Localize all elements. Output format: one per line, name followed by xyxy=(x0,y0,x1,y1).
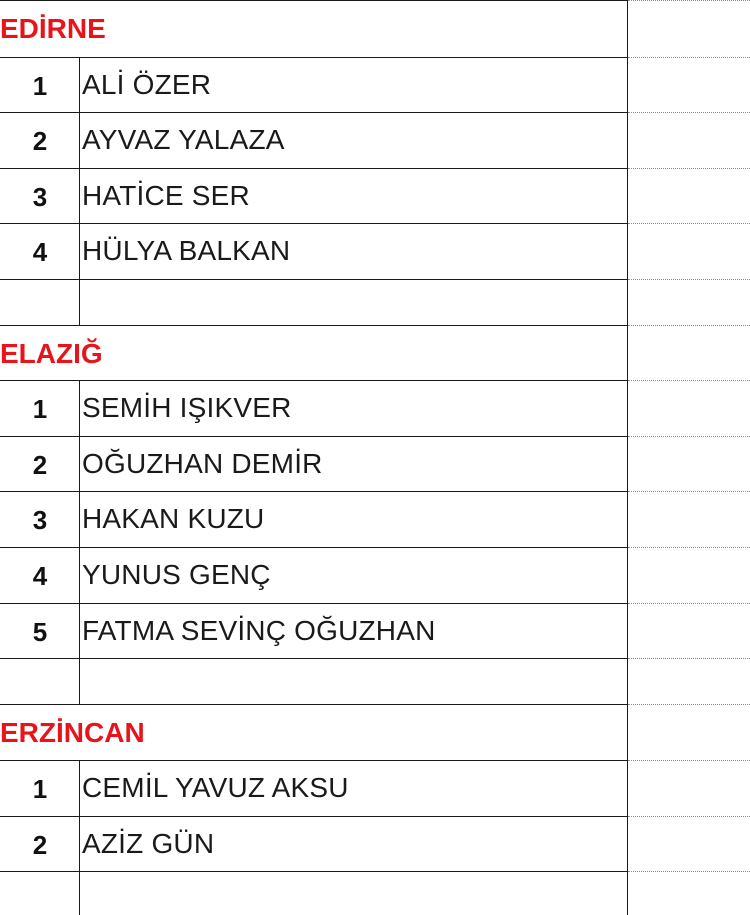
grid-line xyxy=(0,0,628,1)
grid-line-dotted xyxy=(628,57,750,58)
grid-line-dotted xyxy=(628,380,750,381)
grid-line xyxy=(0,704,628,705)
candidate-number: 5 xyxy=(32,617,48,647)
candidate-name: AZİZ GÜN xyxy=(82,828,215,859)
grid-line xyxy=(0,436,628,437)
candidate-number: 1 xyxy=(32,774,48,804)
grid-line-dotted xyxy=(628,547,750,548)
candidate-number: 2 xyxy=(32,126,48,156)
candidate-number: 2 xyxy=(32,830,48,860)
grid-line xyxy=(0,325,628,326)
grid-line-dotted xyxy=(628,325,750,326)
number-column-divider xyxy=(79,380,80,704)
candidate-name: HÜLYA BALKAN xyxy=(82,235,291,266)
grid-line xyxy=(0,223,628,224)
column-divider-right xyxy=(627,0,628,915)
grid-line-dotted xyxy=(628,816,750,817)
grid-line xyxy=(0,871,628,872)
candidate-number: 2 xyxy=(32,450,48,480)
grid-line-dotted xyxy=(628,168,750,169)
grid-line xyxy=(0,816,628,817)
province-header-erzincan: ERZİNCAN xyxy=(0,717,145,748)
grid-line-dotted xyxy=(628,491,750,492)
grid-line-dotted xyxy=(628,436,750,437)
grid-line-dotted xyxy=(628,704,750,705)
candidate-name: AYVAZ YALAZA xyxy=(82,124,285,155)
candidate-number: 1 xyxy=(32,71,48,101)
grid-line xyxy=(0,658,628,659)
grid-line xyxy=(0,380,628,381)
grid-line-dotted xyxy=(628,658,750,659)
candidate-number: 4 xyxy=(32,561,48,591)
candidate-name: HAKAN KUZU xyxy=(82,503,265,534)
candidate-name: OĞUZHAN DEMİR xyxy=(82,448,323,479)
grid-line xyxy=(0,760,628,761)
grid-line-dotted xyxy=(628,279,750,280)
grid-line xyxy=(0,168,628,169)
grid-line-dotted xyxy=(628,0,750,1)
grid-line xyxy=(0,491,628,492)
grid-line xyxy=(0,603,628,604)
candidate-name: ALİ ÖZER xyxy=(82,69,212,100)
province-header-edirne: EDİRNE xyxy=(0,13,106,44)
number-column-divider xyxy=(79,760,80,915)
candidate-number: 1 xyxy=(32,394,48,424)
number-column-divider xyxy=(79,57,80,325)
grid-line-dotted xyxy=(628,223,750,224)
candidate-name: FATMA SEVİNÇ OĞUZHAN xyxy=(82,615,436,646)
candidate-name: HATİCE SER xyxy=(82,180,250,211)
grid-line-dotted xyxy=(628,603,750,604)
grid-line-dotted xyxy=(628,112,750,113)
grid-line-dotted xyxy=(628,760,750,761)
grid-line xyxy=(0,547,628,548)
province-header-elazig: ELAZIĞ xyxy=(0,338,103,369)
grid-line xyxy=(0,57,628,58)
candidate-number: 3 xyxy=(32,182,48,212)
candidate-name: SEMİH IŞIKVER xyxy=(82,392,292,423)
grid-line-dotted xyxy=(628,871,750,872)
grid-line xyxy=(0,279,628,280)
candidate-number: 3 xyxy=(32,505,48,535)
candidate-name: CEMİL YAVUZ AKSU xyxy=(82,772,349,803)
grid-line xyxy=(0,112,628,113)
candidate-name: YUNUS GENÇ xyxy=(82,559,271,590)
candidate-number: 4 xyxy=(32,237,48,267)
